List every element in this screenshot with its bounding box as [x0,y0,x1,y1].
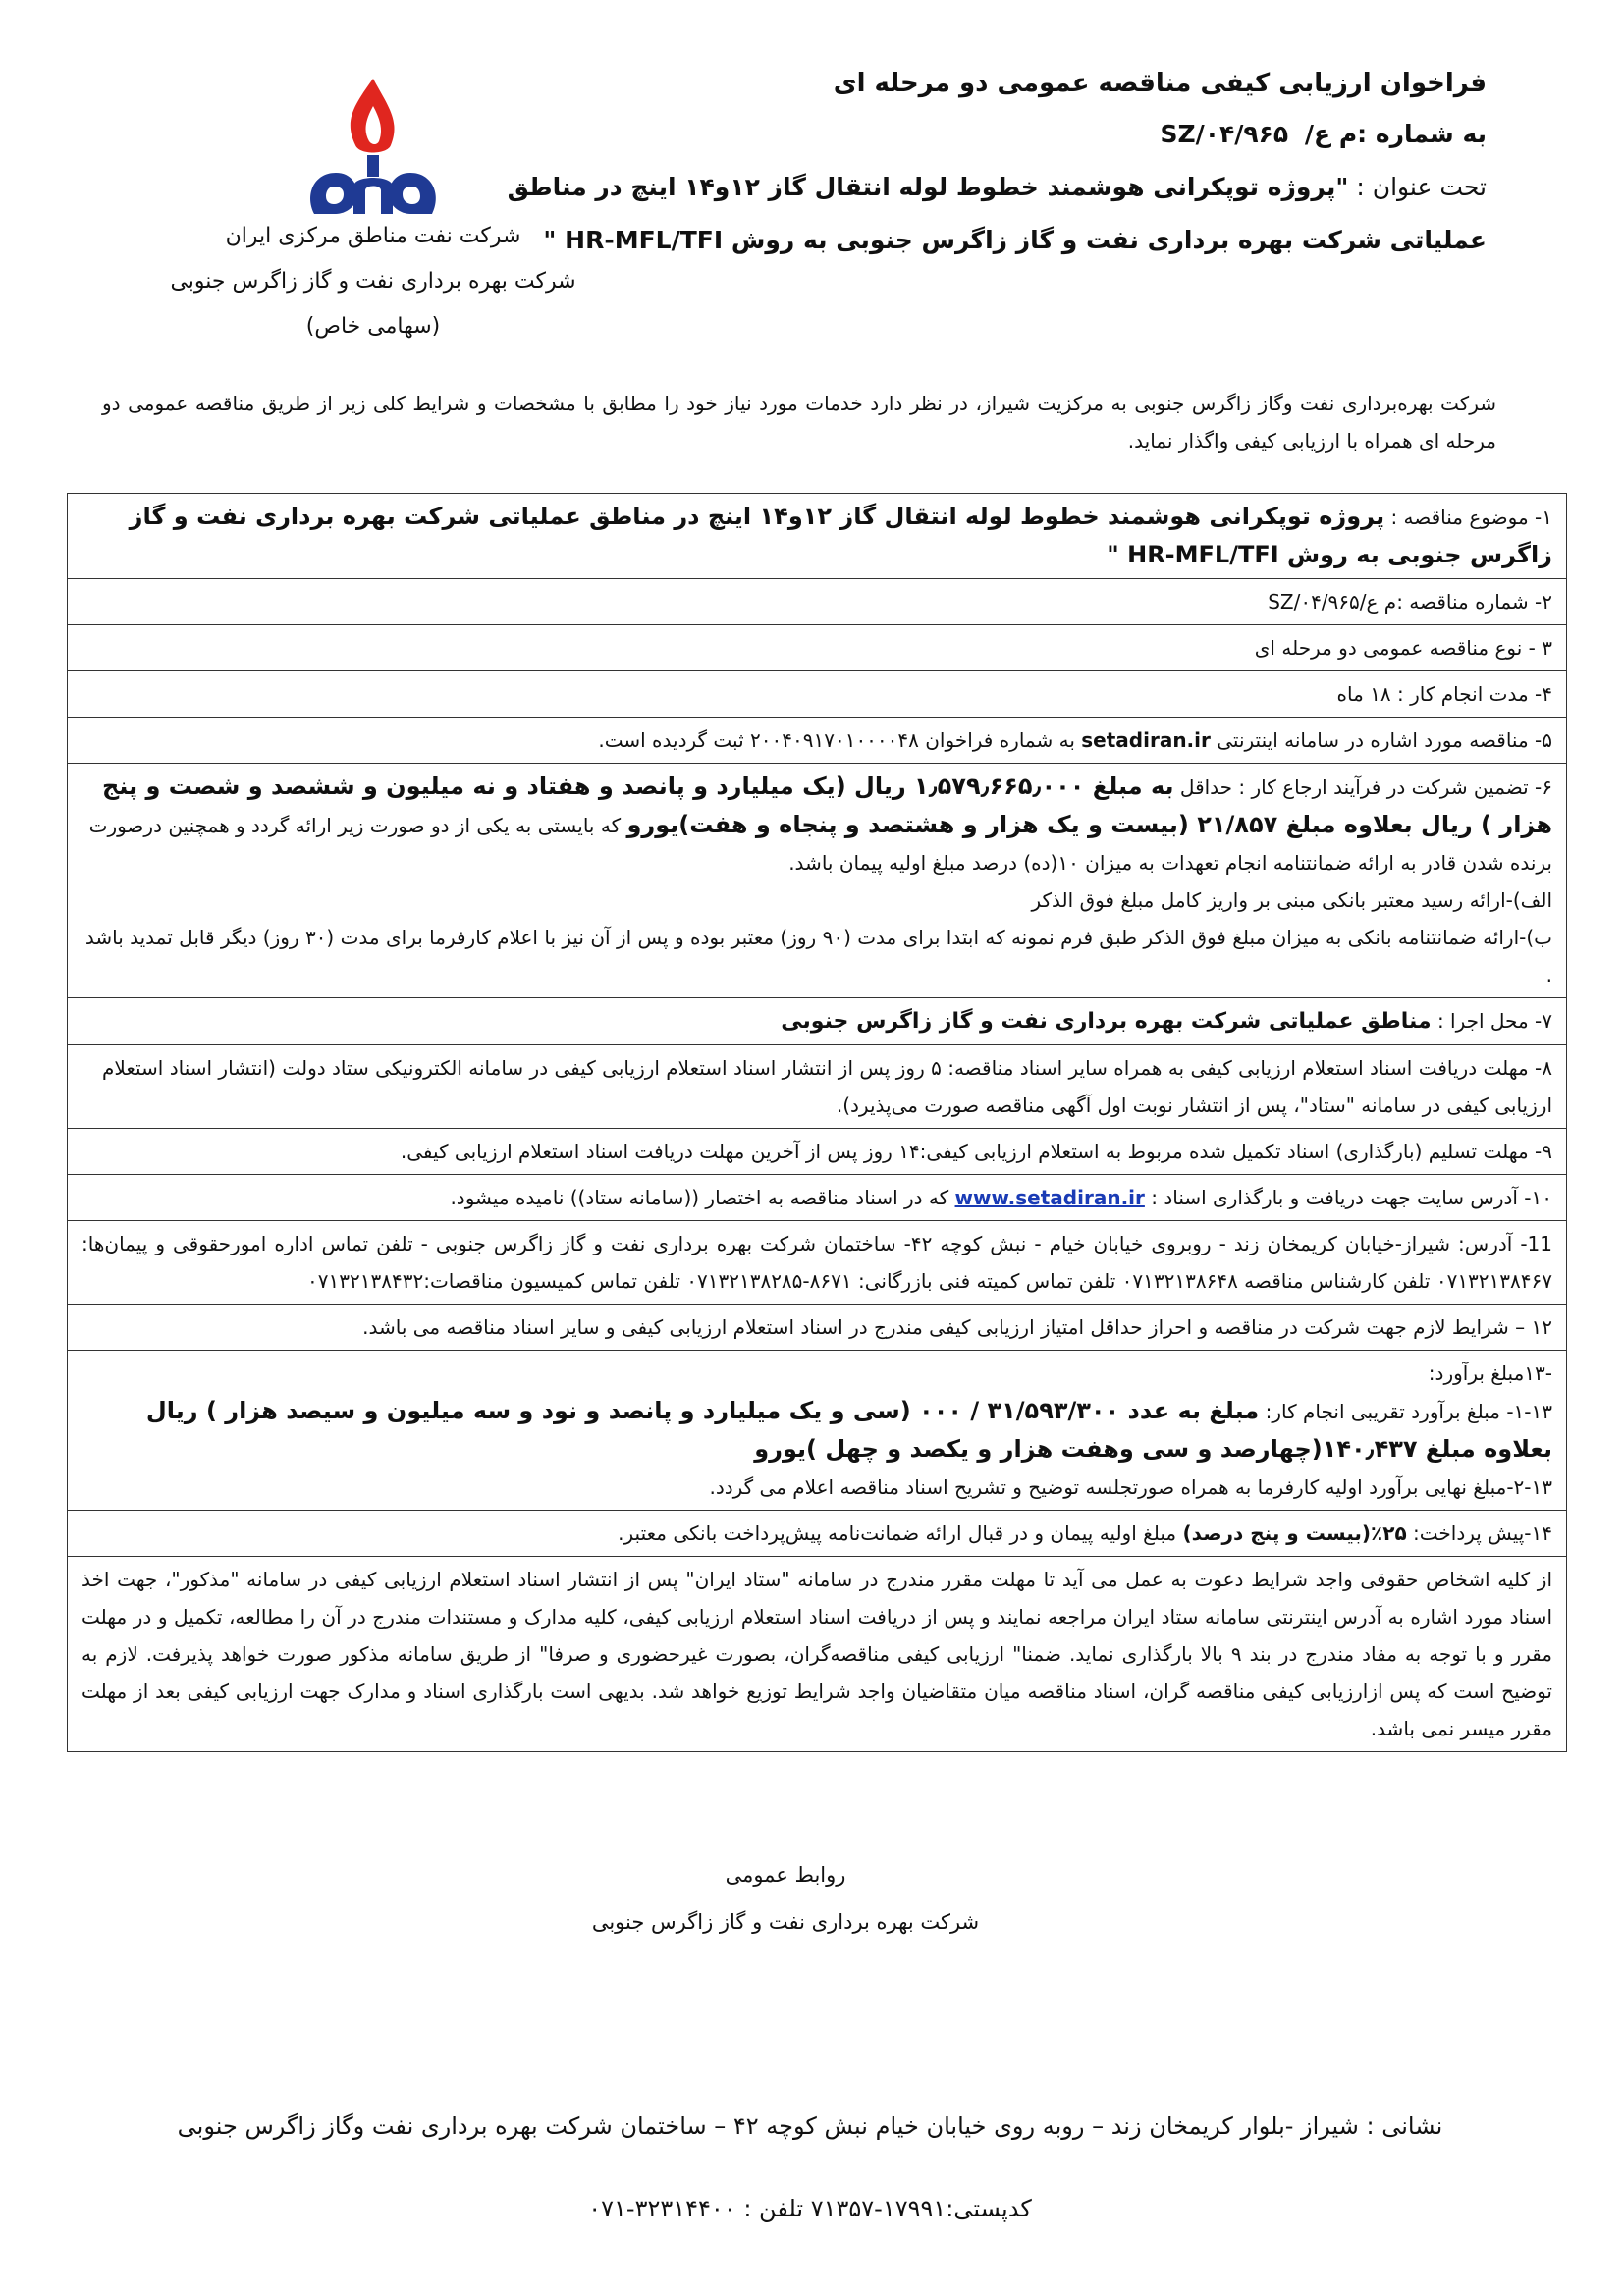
row-guarantee [68,764,1567,998]
setadiran-link[interactable]: www.setadiran.ir [954,1186,1145,1209]
row-submission-deadline: ۹- مهلت تسلیم (بارگذاری) اسناد تکمیل شده مربوط به استعلام ارزیابی کیفی:۱۴ روز پس از آخرین مهلت دریافت اسناد استعلام ارزیابی کیفی. [68,1129,1567,1175]
tender-number-label: به شماره :م ع/ [1304,120,1487,148]
subject-text: "پروژه توپکرانی هوشمند خطوط لوله انتقال گاز ۱۲و۱۴ اینچ در مناطق [507,173,1349,201]
signature-public-relations: روابط عمومی [725,1863,846,1887]
tender-details-table [67,493,1567,1752]
row-location-text: مناطق عملیاتی شرکت بهره برداری نفت و گاز زاگرس جنوبی [781,1009,1432,1034]
row-prepayment [68,1511,1567,1557]
company-name-line2: شرکت بهره برداری نفت و گاز زاگرس جنوبی [170,269,576,294]
table-row [68,1221,1567,1305]
row-estimate [68,1351,1567,1511]
row-website [68,1175,1567,1221]
intro-paragraph: شرکت بهره‌برداری نفت وگاز زاگرس جنوبی به مرکزیت شیراز، در نظر دارد خدمات مورد نیاز خود را مطابق با مشخصات و شرایط کلی زیر از طریق مناقصه عمومی دو مرحله ای همراه با ارزیابی کیفی واگذار نماید. [102,392,1496,453]
tender-number-value: SZ/۰۴/۹۶۵ [1160,120,1289,148]
table-row [68,764,1567,998]
row-estimate-title: -۱۳مبلغ برآورد: [1428,1362,1552,1385]
row-location-label: ۷- محل اجرا : [1436,1009,1552,1033]
row-guarantee-amount: به مبلغ ۱٫۵۷۹٫۶۶۵٫۰۰۰ ریال (یک میلیارد و پانصد و هفتاد و نه میلیون و ششصد و شصت و پنج هزار ) ریال بعلاوه مبلغ ۲۱/۸۵۷ (بیست و یک هزار و هشتصد و پنجاه و هفت)یورو [102,773,1552,838]
subject-label: تحت عنوان : [1356,173,1487,201]
table-row [68,1045,1567,1129]
row-website-post: که در اسناد مناقصه به اختصار ((سامانه ستاد)) نامیده میشود. [450,1186,949,1209]
company-name-line3: (سهامی خاص) [305,314,441,339]
row-guarantee-option-a: الف)-ارائه رسید معتبر بانکی مبنی بر واریز کامل مبلغ فوق الذکر [1031,888,1552,912]
row-estimate-1-label: ۱-۱۳- مبلغ برآورد تقریبی انجام کار: [1265,1400,1552,1423]
footer-address: نشانی : شیراز -بلوار کریمخان زند – روبه روی خیابان خیام نبش کوچه ۴۲ – ساختمان شرکت بهره برداری نفت وگاز زاگرس جنوبی [177,2112,1443,2140]
row-tender-type: ۳ - نوع مناقصه عمومی دو مرحله ای [68,625,1567,671]
row-announcement-pre: ۵- مناقصه مورد اشاره در سامانه اینترنتی [1217,728,1552,752]
row-subject-text: پروژه توپکرانی هوشمند خطوط لوله انتقال گاز ۱۲و۱۴ اینچ در مناطق عملیاتی شرکت بهره برداری نفت و گاز زاگرس جنوبی به روش HR-MFL/TFI " [129,503,1552,568]
row-closing-paragraph: از کلیه اشخاص حقوقی واجد شرایط دعوت به عمل می آید تا مهلت مقرر مندرج در سامانه "ستاد ایران" پس از انتشار اسناد استعلام ارزیابی کیفی در سامانه "مذکور"، جهت اخذ اسناد مورد اشاره به آدرس اینترنتی سامانه ستاد ایران مراجعه نمایند و پس از دریافت اسناد استعلام ارزیابی کیفی، کلیه مدارک و مستندات مندرج در آن را مطالعه، تکمیل و در مهلت مقرر و با توجه به مفاد مندرج در بند ۹ بالا بارگذاری نماید. ضمنا" ارزیابی کیفی مناقصه‌گران، بصورت غیرحضوری و صرفا" از طریق سامانه مذکور صورت خواهد پذیرفت. لازم به توضیح است که پس ازارزیابی کیفی مناقصه گران، اسناد مناقصه میان متقاضیان واجد شرایط توزیع خواهد شد. بدیهی است بارگذاری اسناد و مدارک جهت ارزیابی کیفی بعد از مهلت مقرر میسر نمی باشد. [68,1557,1567,1752]
row-guarantee-option-b: ب)-ارائه ضمانتنامه بانکی به میزان مبلغ فوق الذکر طبق فرم نمونه که ابتدا برای مدت (۹۰ روز) معتبر بوده و پس از آن نیز با اعلام کارفرما برای مدت (۳۰ روز) دیگر قابل تمدید باشد . [84,926,1552,987]
subject-text-continued: عملیاتی شرکت بهره برداری نفت و گاز زاگرس جنوبی به روش HR-MFL/TFI " [543,226,1487,254]
row-prepayment-text: مبلغ اولیه پیمان و در قبال ارائه ضمانت‌نامه پیش‌پرداخت بانکی معتبر. [618,1522,1177,1545]
subject-line [161,173,1487,201]
row-guarantee-text: که بایستی به یکی از دو صورت زیر ارائه گردد و همچنین درصورت برنده شدن قادر به ارائه ضمانتنامه انجام تعهدات به میزان ۱۰(ده) درصد مبلغ اولیه پیمان باشد. [88,814,1552,875]
signature-company: شرکت بهره برداری نفت و گاز زاگرس جنوبی [591,1910,980,1934]
row-guarantee-label: ۶- تضمین شرکت در فرآیند ارجاع کار : حداقل [1179,775,1552,799]
table-row [68,998,1567,1045]
table-row [68,625,1567,671]
row-website-pre: ۱۰- آدرس سایت جهت دریافت و بارگذاری اسناد : [1151,1186,1552,1209]
row-location [68,998,1567,1045]
row-prepayment-percent: ۲۵٪(بیست و پنج درصد) [1182,1522,1407,1545]
row-conditions: ۱۲ – شرایط لازم جهت شرکت در مناقصه و احراز حداقل امتیاز ارزیابی کیفی مندرج در اسناد استعلام ارزیابی کیفی و سایر اسناد مناقصه می باشد. [68,1305,1567,1351]
setadiran-site-text: setadiran.ir [1081,728,1211,752]
tender-number [161,120,1487,148]
table-row [68,1511,1567,1557]
table-row [68,579,1567,625]
row-subject-label: ۱- موضوع مناقصه : [1390,506,1552,529]
row-prepayment-label: ۱۴-پیش پرداخت: [1413,1522,1552,1545]
notice-title: فراخوان ارزیابی کیفی مناقصه عمومی دو مرحله ای [833,69,1487,98]
row-subject [68,494,1567,579]
row-estimate-2: ۲-۱۳-مبلغ نهایی برآورد اولیه کارفرما به همراه صورتجلسه توضیح و تشریح اسناد مناقصه اعلام می گردد. [709,1475,1552,1499]
table-row [68,718,1567,764]
table-row [68,1557,1567,1752]
table-row [68,1175,1567,1221]
table-row [68,671,1567,718]
table-row [68,1351,1567,1511]
row-address: 11- آدرس: شیراز-خیابان کریمخان زند - روبروی خیابان خیام - نبش کوچه ۴۲- ساختمان شرکت بهره برداری نفت و گاز زاگرس جنوبی - تلفن تماس اداره امورحقوقی و پیمان‌ها: ۰۷۱۳۲۱۳۸۴۶۷ تلفن کارشناس مناقصه ۰۷۱۳۲۱۳۸۶۴۸ تلفن تماس کمیته فنی بازرگانی: ۸۶۷۱-۰۷۱۳۲۱۳۸۲۸۵ تلفن تماس کمیسیون مناقصات:۰۷۱۳۲۱۳۸۴۳۲ [68,1221,1567,1305]
row-announcement-post: به شماره فراخوان ۲۰۰۴۰۹۱۷۰۱۰۰۰۰۴۸ ثبت گردیده است. [598,728,1075,752]
table-row [68,494,1567,579]
row-announcement [68,718,1567,764]
table-row [68,1129,1567,1175]
row-duration: ۴- مدت انجام کار : ۱۸ ماه [68,671,1567,718]
row-tender-number: ۲- شماره مناقصه :م ع/SZ/۰۴/۹۶۵ [68,579,1567,625]
table-row [68,1305,1567,1351]
company-name-line1: شرکت نفت مناطق مرکزی ایران [225,224,521,248]
row-document-deadline: ۸- مهلت دریافت اسناد استعلام ارزیابی کیفی به همراه سایر اسناد مناقصه: ۵ روز پس از انتشار اسناد استعلام ارزیابی کیفی در سامانه الکترونیکی ستاد دولت (انتشار اسناد استعلام ارزیابی کیفی در سامانه "ستاد"، پس از انتشار نوبت اول آگهی مناقصه صورت می‌پذیرد). [68,1045,1567,1129]
nioc-flame-logo-icon [295,77,452,224]
row-estimate-1-amount: مبلغ به عدد ۳۱/۵۹۳/۳۰۰ / ۰۰۰ (سی و یک میلیارد و پانصد و نود و سه میلیون و سیصد هزار ) ریال بعلاوه مبلغ ۱۴۰٫۴۳۷(چهارصد و سی وهفت هزار و یکصد و چهل )یورو [145,1397,1552,1463]
footer-contact: کدپستی:۱۷۹۹۱-۷۱۳۵۷ تلفن : ۳۲۳۱۴۴۰۰-۰۷۱ [588,2195,1032,2222]
